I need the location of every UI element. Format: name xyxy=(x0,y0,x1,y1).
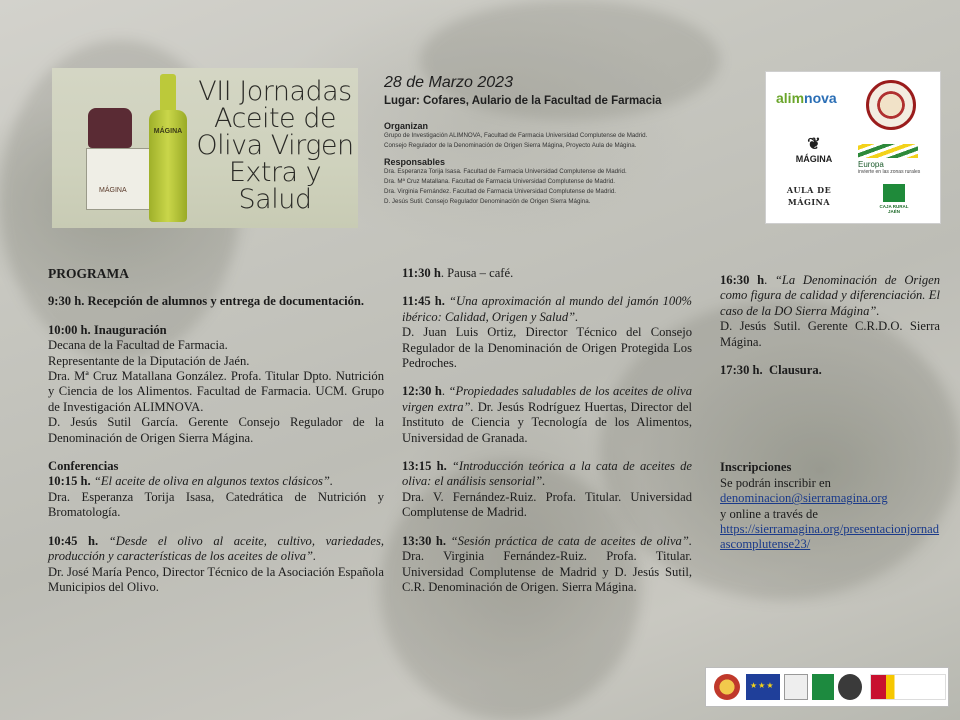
agenda-item: 10:15 h. “El aceite de oliva en algunos textos clásicos”. xyxy=(48,474,334,489)
inscripciones-heading: Inscripciones xyxy=(720,460,792,475)
eu-emblem-icon xyxy=(784,674,808,700)
bottle-label: MÁGINA xyxy=(153,128,183,135)
responsables-heading: Responsables xyxy=(384,157,446,167)
inscripciones-text: Se podrán inscribir en xyxy=(720,475,831,490)
sponsor-logos xyxy=(765,71,941,224)
europa-feader-logo: Europa invierte en las zonas rurales xyxy=(858,144,928,175)
sierra-magina-logo: ❦ MÁGINA xyxy=(784,134,844,164)
programa-column-2 xyxy=(402,266,692,595)
agenda-item: 11:45 h. “Una aproximación al mundo del jamón 100% ibérico: Calidad, Origen y Salud”. xyxy=(402,294,692,324)
agenda-item: 10:45 h. “Desde el olivo al aceite, cultivo, variedades, producción y características de los aceites de oliva”. xyxy=(48,533,384,564)
agenda-item: 17:30 h. Clausura. xyxy=(720,363,822,378)
leader-icon xyxy=(838,674,862,700)
agenda-item: 11:30 h. Pausa – café. xyxy=(402,266,514,280)
organizan-heading: Organizan xyxy=(384,121,429,131)
organizan-line: Consejo Regulador de la Denominación de Origen Sierra Mágina, Proyecto Aula de Mágina. xyxy=(384,142,637,149)
agenda-item: 10:00 h. Inauguración xyxy=(48,322,167,337)
alimnova-logo: alimnova xyxy=(776,90,837,106)
conferencias-heading: Conferencias xyxy=(48,459,119,474)
agenda-line: Representante de la Diputación de Jaén. xyxy=(48,353,250,368)
agenda-line: Dra. Mª Cruz Matallana González. Profa. Titular Dpto. Nutrición y Ciencia de los Alimentos. Facultad de Farmacia. UCM. Grupo de Investigación ALIMNOVA. xyxy=(48,369,384,414)
agenda-item: 13:30 h. “Sesión práctica de cata de aceites de oliva”. Dra. Virginia Fernández-Ruiz. Profa. Titular. Universidad Complutense de Madrid y D. Jesús Sutil, C.R. Denominación de Origen. Sierra Mágina. xyxy=(402,533,692,594)
box-label: MÁGINA xyxy=(99,187,127,194)
programa-column-1 xyxy=(48,266,384,595)
agenda-item: 12:30 h. “Propiedades saludables de los aceites de oliva virgen extra”. Dr. Jesús Rodríguez Huertas, Director del Instituto de Ciencia y Tecnología de los Alimentos, Universidad de Granada. xyxy=(402,384,692,445)
event-location: Lugar: Cofares, Aulario de la Facultad de Farmacia xyxy=(384,95,662,107)
agenda-line: D. Jesús Sutil García. Gerente Consejo Regulador de la Denominación de Origen Sierra Mágina. xyxy=(48,415,384,445)
online-text: y online a través de xyxy=(720,506,818,521)
funding-logos-strip xyxy=(705,667,949,707)
responsable-line: D. Jesús Sutil. Consejo Regulador Denominación de Origen Sierra Mágina. xyxy=(384,198,591,205)
bag-image xyxy=(88,108,132,148)
responsable-line: Dra. Mª Cruz Matallana. Facultad de Farmacia Universidad Complutense de Madrid. xyxy=(384,178,615,185)
responsable-line: Dra. Esperanza Torija Isasa. Facultad de Farmacia Universidad Complutense de Madrid. xyxy=(384,168,627,175)
responsable-line: Dra. Virginia Fernández. Facultad de Farmacia Universidad Complutense de Madrid. xyxy=(384,188,617,195)
ucm-seal-icon xyxy=(866,80,916,130)
programa-title: PROGRAMA xyxy=(48,266,129,281)
olive-leaf-icon: ❦ xyxy=(807,136,821,153)
olive-oil-bottle-image xyxy=(149,74,187,224)
agenda-speaker: D. Juan Luis Ortiz, Director Técnico del Consejo Regulador de la Denominación de Origen Protegida Los Pedroches. xyxy=(402,325,692,371)
agenda-item: 16:30 h. “La Denominación de Origen como figura de calidad y diferenciación. El caso de la DO Sierra Mágina”. xyxy=(720,273,940,318)
agenda-speaker: Dra. V. Fernández-Ruiz. Profa. Titular. Universidad Complutense de Madrid. xyxy=(402,489,692,520)
poster-title: VII Jornadas Aceite de Oliva Virgen Extra y Salud xyxy=(196,76,354,215)
gobierno-espana-logo xyxy=(870,674,946,700)
event-info xyxy=(384,74,764,207)
agenda-line: Decana de la Facultad de Farmacia. xyxy=(48,338,228,353)
programa-column-3 xyxy=(720,273,940,553)
agenda-item: 13:15 h. “Introducción teórica a la cata de aceites de oliva: el análisis sensorial”. xyxy=(402,459,692,489)
organizan-line: Grupo de Investigación ALIMNOVA, Facultad de Farmacia Universidad Complutense de Madrid. xyxy=(384,132,648,139)
eu-flag-icon xyxy=(746,674,780,700)
event-date: 28 de Marzo 2023 xyxy=(384,74,513,91)
agenda-item: 9:30 h. Recepción de alumnos y entrega de documentación. xyxy=(48,294,365,309)
registration-url-link[interactable]: https://sierramagina.org/presentacionjornadascomplutense23/ xyxy=(720,522,940,552)
event-poster xyxy=(52,68,358,228)
dop-seal-icon xyxy=(714,674,740,700)
email-link[interactable]: denominacion@sierramagina.org xyxy=(720,491,888,506)
junta-andalucia-icon xyxy=(812,674,834,700)
agenda-speaker: Dra. Esperanza Torija Isasa, Catedrática de Nutrición y Bromatología. xyxy=(48,489,384,520)
aula-de-magina-logo: AULA DE MÁGINA xyxy=(786,185,832,207)
agenda-speaker: D. Jesús Sutil. Gerente C.R.D.O. Sierra Mágina. xyxy=(720,319,940,349)
gift-box-image xyxy=(86,148,152,210)
caja-rural-logo: CAJA RURAL JAÉN xyxy=(878,184,910,218)
agenda-speaker: Dr. José María Penco, Director Técnico de la Asociación Española Municipios del Olivo. xyxy=(48,564,384,594)
